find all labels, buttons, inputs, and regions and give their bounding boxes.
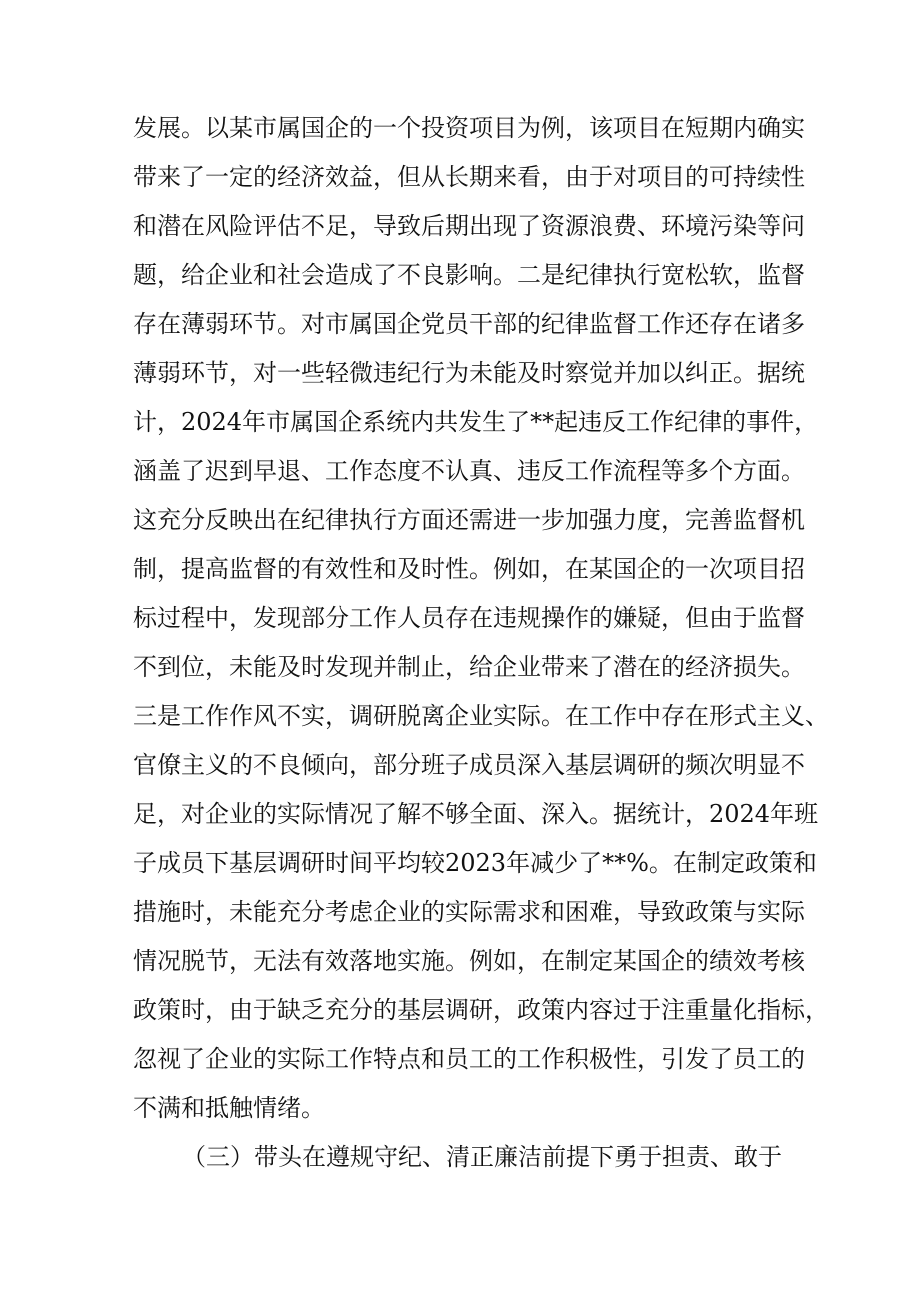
paragraph-line: 制，提高监督的有效性和及时性。例如，在某国企的一次项目招 [133, 555, 805, 583]
paragraph-line: 带来了一定的经济效益，但从长期来看，由于对项目的可持续性 [133, 163, 805, 191]
paragraph-line: 不满和抵触情绪。 [133, 1094, 325, 1122]
paragraph-line: 情况脱节，无法有效落地实施。例如，在制定某国企的绩效考核 [133, 947, 805, 975]
paragraph-line: 涵盖了迟到早退、工作态度不认真、违反工作流程等多个方面。 [133, 457, 805, 485]
paragraph-line: 政策时，由于缺乏充分的基层调研，政策内容过于注重量化指标， [133, 996, 829, 1024]
paragraph-line: 题，给企业和社会造成了不良影响。二是纪律执行宽松软，监督 [133, 261, 805, 289]
paragraph-line: 标过程中，发现部分工作人员存在违规操作的嫌疑，但由于监督 [133, 604, 805, 632]
paragraph-line: 三是工作作风不实，调研脱离企业实际。在工作中存在形式主义、 [133, 702, 829, 730]
paragraph-line: 和潜在风险评估不足，导致后期出现了资源浪费、环境污染等问 [133, 212, 805, 240]
paragraph-line: 这充分反映出在纪律执行方面还需进一步加强力度，完善监督机 [133, 506, 805, 534]
paragraph-line: 官僚主义的不良倾向，部分班子成员深入基层调研的频次明显不 [133, 751, 805, 779]
paragraph-line: 措施时，未能充分考虑企业的实际需求和困难，导致政策与实际 [133, 898, 805, 926]
paragraph-line: 发展。以某市属国企的一个投资项目为例，该项目在短期内确实 [133, 114, 805, 142]
paragraph-line: 忽视了企业的实际工作特点和员工的工作积极性，引发了员工的 [133, 1045, 805, 1073]
paragraph-line: 薄弱环节，对一些轻微违纪行为未能及时察觉并加以纠正。据统 [133, 359, 805, 387]
paragraph-line: 计，2024年市属国企系统内共发生了**起违反工作纪律的事件， [133, 408, 819, 436]
paragraph-line: 子成员下基层调研时间平均较2023年减少了**%。在制定政策和 [133, 849, 817, 877]
paragraph-line: 存在薄弱环节。对市属国企党员干部的纪律监督工作还存在诸多 [133, 310, 805, 338]
paragraph-line: 足，对企业的实际情况了解不够全面、深入。据统计，2024年班 [133, 800, 819, 828]
paragraph-line: 不到位，未能及时发现并制止，给企业带来了潜在的经济损失。 [133, 653, 805, 681]
section-heading: （三）带头在遵规守纪、清正廉洁前提下勇于担责、敢于 [182, 1143, 782, 1171]
